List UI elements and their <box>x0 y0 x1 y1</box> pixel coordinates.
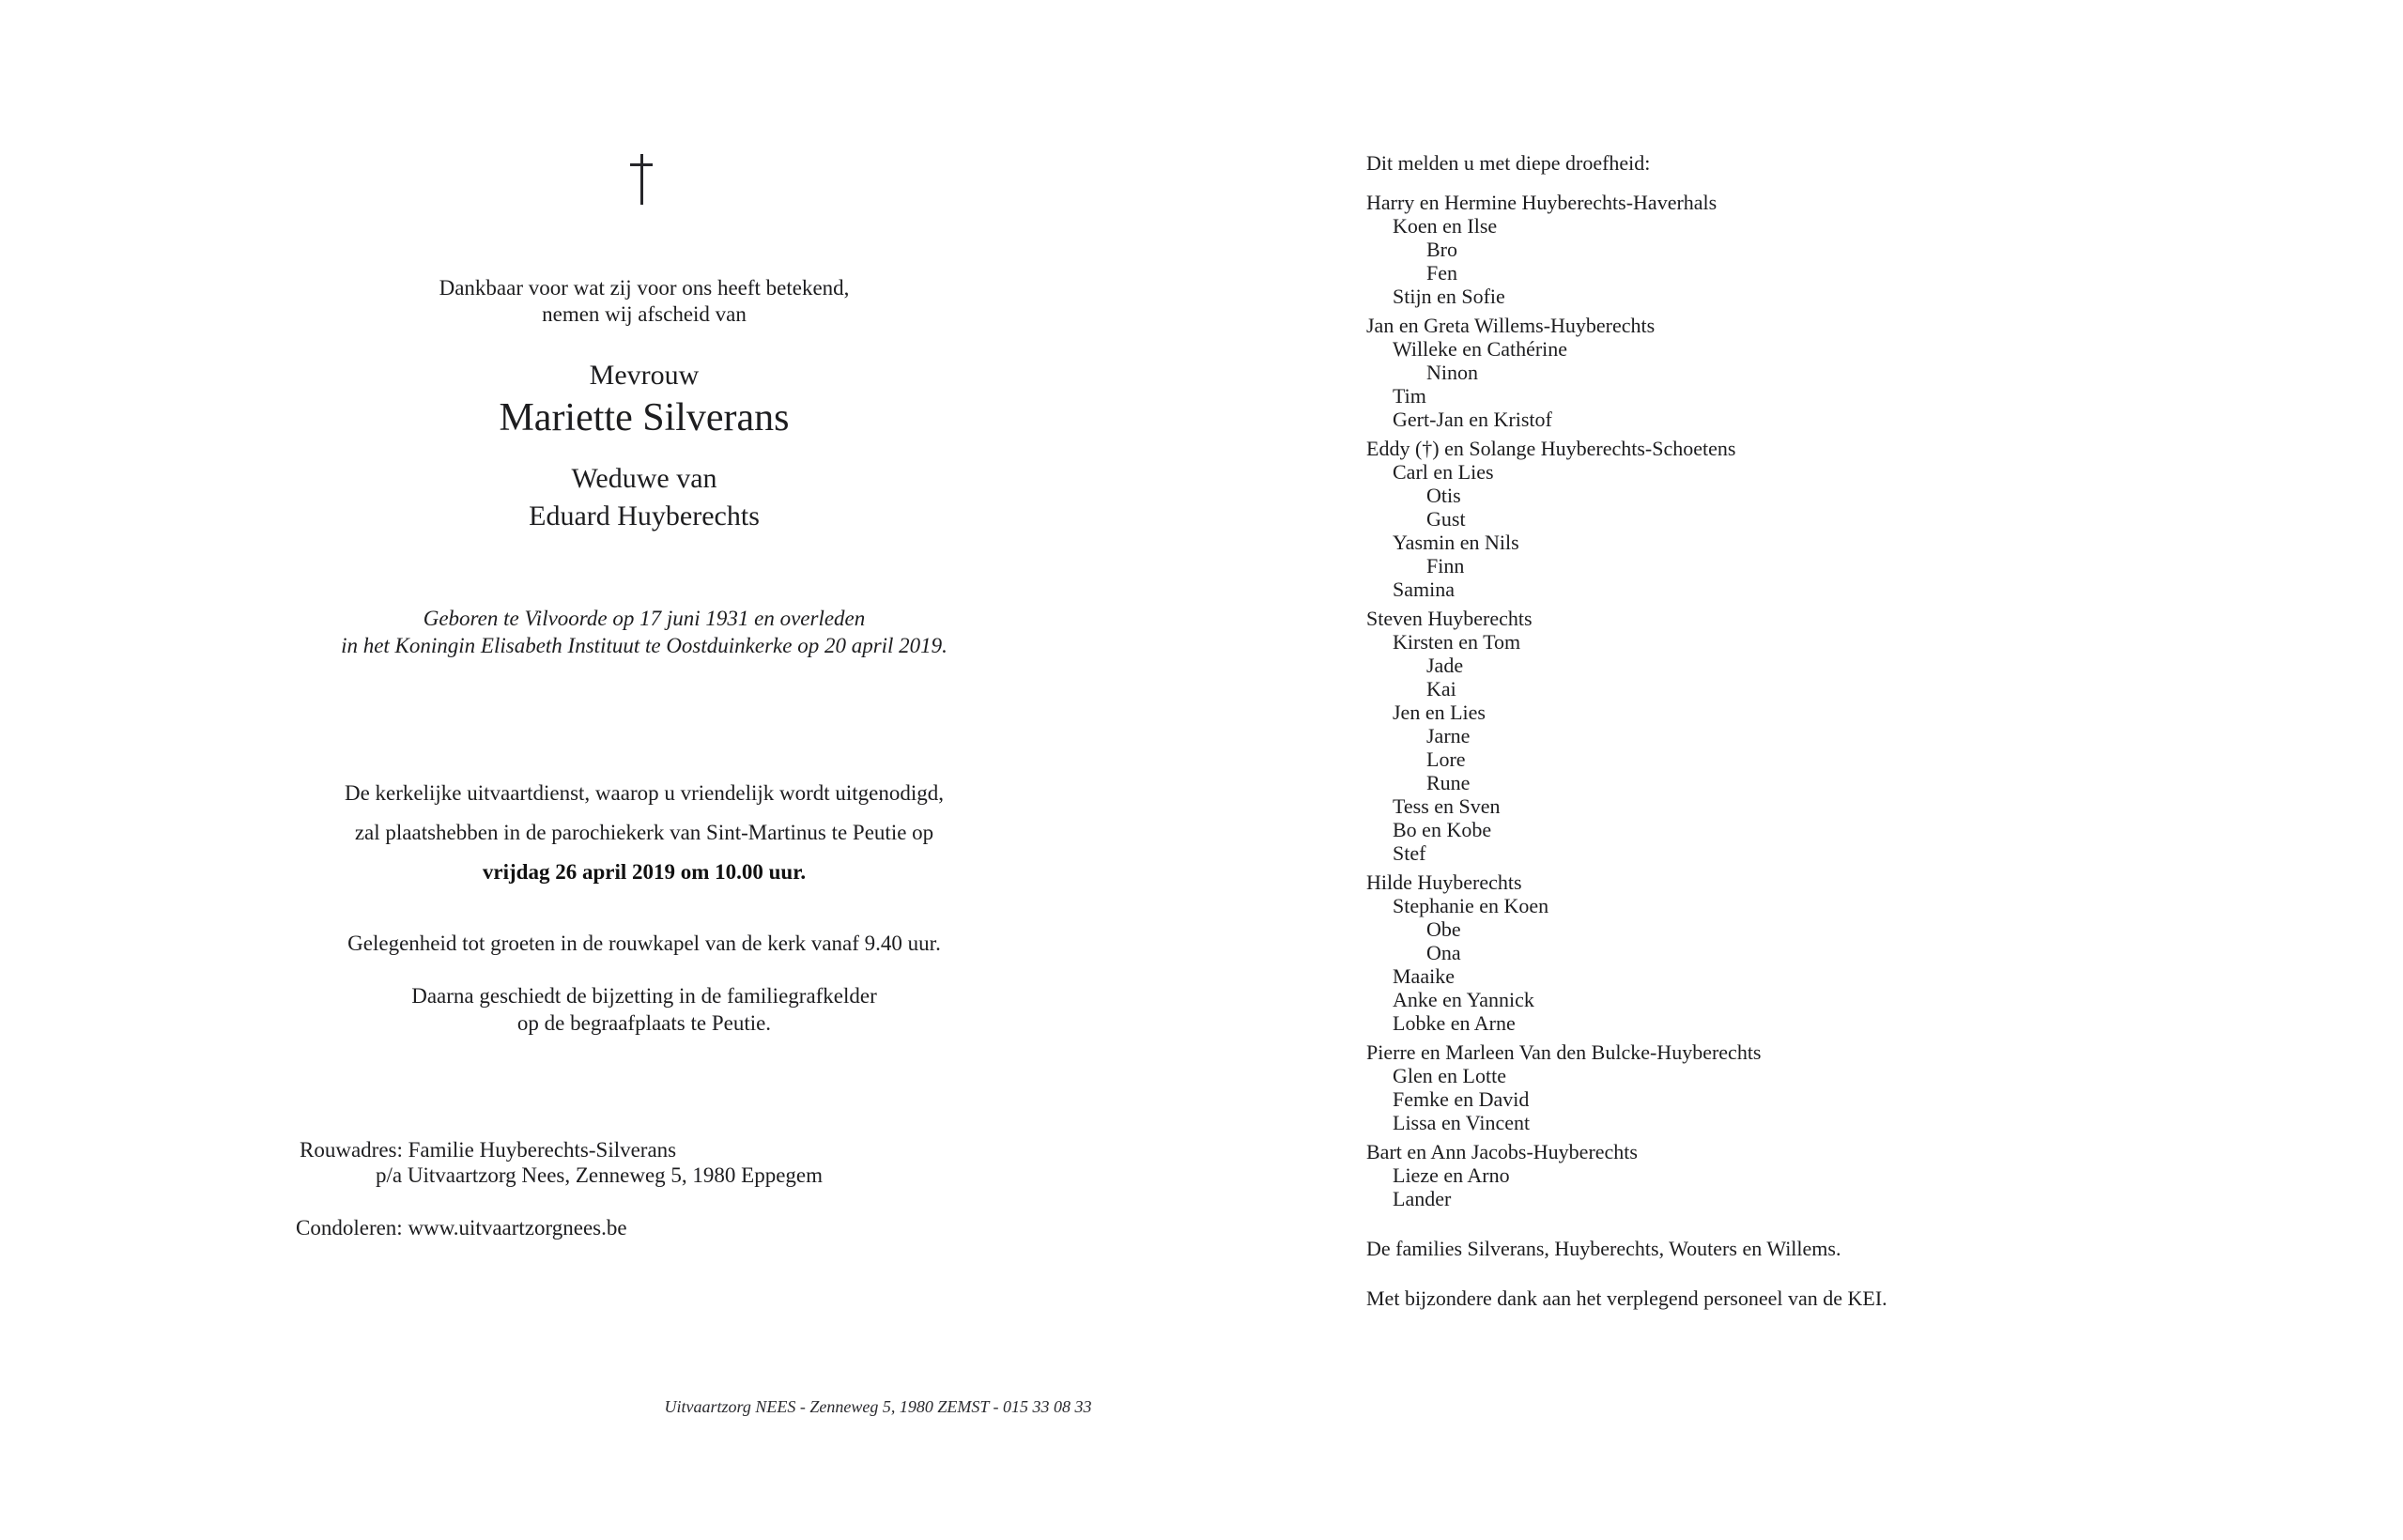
family-member: Fen <box>1426 261 1457 285</box>
greeting-text: Gelegenheid tot groeten in de rouwkapel van de kerk vanaf 9.40 uur. <box>347 932 941 955</box>
funeral-home-footer: Uitvaartzorg NEES - Zenneweg 5, 1980 ZEMST - 015 33 08 33 <box>664 1397 1092 1416</box>
mourning-address <box>300 1137 1051 1188</box>
family-member: Lobke en Arne <box>1393 1011 1516 1035</box>
family-member: Koen en Ilse <box>1393 214 1498 238</box>
condolences-text: Condoleren: www.uitvaartzorgnees.be <box>296 1216 627 1240</box>
family-group <box>1366 191 2305 308</box>
widow-line: Eduard Huyberechts <box>529 500 760 531</box>
family-member: Femke en David <box>1393 1087 1530 1111</box>
deceased-name: Mariette Silverans <box>499 396 790 439</box>
service-text <box>175 774 1114 892</box>
burial-text <box>175 982 1114 1037</box>
family-group <box>1366 870 2305 1035</box>
family-member: Otis <box>1426 484 1461 507</box>
family-member: Anke en Yannick <box>1393 988 1534 1011</box>
mourning-address-line: Rouwadres: Familie Huyberechts-Silverans <box>300 1138 677 1162</box>
family-member: Lander <box>1393 1187 1452 1210</box>
family-head: Steven Huyberechts <box>1366 607 1533 630</box>
family-member: Willeke en Cathérine <box>1393 337 1568 361</box>
salutation: Mevrouw <box>589 360 700 391</box>
birth-death-line: Geboren te Vilvoorde op 17 juni 1931 en overleden <box>423 607 866 630</box>
service-line: zal plaatshebben in de parochiekerk van Sint-Martinus te Peutie op <box>354 821 934 844</box>
family-member: Finn <box>1426 554 1465 578</box>
family-member: Glen en Lotte <box>1393 1064 1506 1087</box>
family-member: Tim <box>1393 384 1426 408</box>
burial-line: Daarna geschiedt de bijzetting in de familiegrafkelder <box>411 984 877 1008</box>
family-member: Lissa en Vincent <box>1393 1111 1531 1134</box>
closing-families: De families Silverans, Huyberechts, Wouters en Willems. <box>1366 1237 1841 1260</box>
intro-text <box>175 275 1114 328</box>
intro-line: Dankbaar voor wat zij voor ons heeft betekend, <box>439 276 850 300</box>
family-member: Ona <box>1426 941 1461 964</box>
family-group <box>1366 437 2305 601</box>
family-member: Jarne <box>1426 724 1471 747</box>
family-member: Stephanie en Koen <box>1393 894 1549 917</box>
closing-thanks: Met bijzondere dank aan het verplegend personeel van de KEI. <box>1366 1286 1887 1310</box>
family-member: Jen en Lies <box>1393 701 1486 724</box>
announcement-text: Dit melden u met diepe droefheid: <box>1366 151 1651 175</box>
family-member: Tess en Sven <box>1393 794 1501 818</box>
family-group <box>1366 607 2305 865</box>
family-member: Kai <box>1426 677 1456 701</box>
family-member: Stef <box>1393 841 1426 865</box>
cross-horizontal-bar <box>630 163 653 166</box>
mourning-address-line: p/a Uitvaartzorg Nees, Zenneweg 5, 1980 Eppegem <box>376 1163 824 1187</box>
family-group <box>1366 314 2305 431</box>
family-member: Obe <box>1426 917 1461 941</box>
family-member: Lieze en Arno <box>1393 1163 1510 1187</box>
family-group <box>1366 1040 2305 1134</box>
birth-death-line: in het Koningin Elisabeth Instituut te Oostduinkerke op 20 april 2019. <box>341 634 947 657</box>
family-member: Ninon <box>1426 361 1478 384</box>
family-member: Rune <box>1426 771 1471 794</box>
family-member: Bo en Kobe <box>1393 818 1492 841</box>
family-member: Kirsten en Tom <box>1393 630 1521 654</box>
service-datetime: vrijdag 26 april 2019 om 10.00 uur. <box>482 860 807 884</box>
service-line: De kerkelijke uitvaartdienst, waarop u vriendelijk wordt uitgenodigd, <box>344 781 945 805</box>
family-head: Hilde Huyberechts <box>1366 870 1522 894</box>
family-head: Jan en Greta Willems-Huyberechts <box>1366 314 1656 337</box>
family-member: Stijn en Sofie <box>1393 285 1505 308</box>
family-member: Yasmin en Nils <box>1393 531 1519 554</box>
family-head: Pierre en Marleen Van den Bulcke-Huyberechts <box>1366 1040 1762 1064</box>
intro-line: nemen wij afscheid van <box>542 302 747 326</box>
family-member: Maaike <box>1393 964 1455 988</box>
widow-line: Weduwe van <box>571 463 717 494</box>
family-member: Lore <box>1426 747 1466 771</box>
family-member: Jade <box>1426 654 1464 677</box>
family-member: Carl en Lies <box>1393 460 1494 484</box>
family-head: Bart en Ann Jacobs-Huyberechts <box>1366 1140 1638 1163</box>
family-member: Gust <box>1426 507 1466 531</box>
burial-line: op de begraafplaats te Peutie. <box>516 1011 772 1035</box>
widow-text <box>175 460 1114 535</box>
birth-death-text <box>175 605 1114 659</box>
family-member: Gert-Jan en Kristof <box>1393 408 1552 431</box>
cross-vertical-bar <box>640 154 643 205</box>
right-column <box>1366 151 2305 1310</box>
family-head: Eddy (†) en Solange Huyberechts-Schoetens <box>1366 437 1736 460</box>
family-head: Harry en Hermine Huyberechts-Haverhals <box>1366 191 1718 214</box>
latin-cross-icon <box>630 154 653 205</box>
families-list <box>1366 191 2305 1210</box>
family-group <box>1366 1140 2305 1210</box>
family-member: Bro <box>1426 238 1457 261</box>
family-member: Samina <box>1393 578 1455 601</box>
